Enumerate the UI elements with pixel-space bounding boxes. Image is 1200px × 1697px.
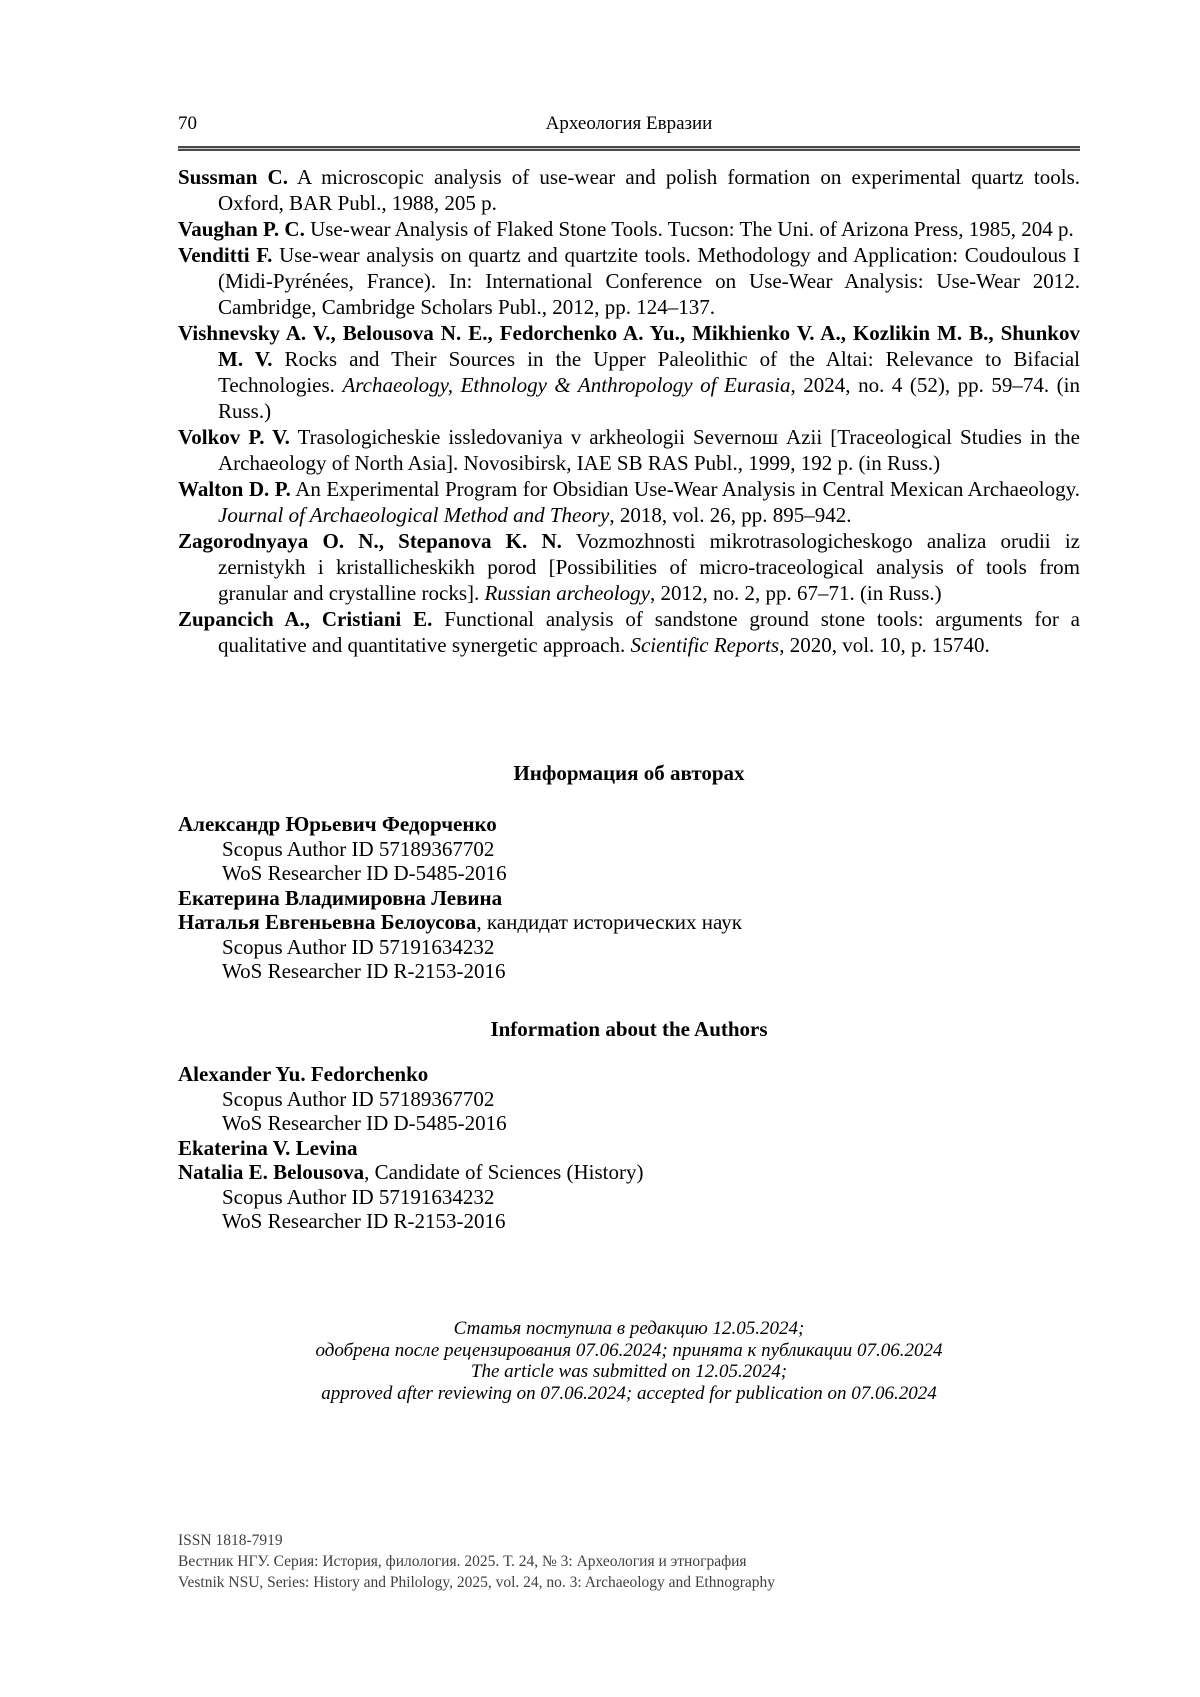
author-name: Natalia E. Belousova [178,1160,365,1184]
reference-item [178,164,1080,216]
author-wos-id: WoS Researcher ID R-2153-2016 [222,1209,506,1233]
reference-authors: Vishnevsky A. V., Belousova N. E., Fedorchenko A. Yu., Mikhienko V. A., Kozlikin M. B., Shunkov M. V. [178,321,1080,371]
reference-text: An Experimental Program for Obsidian Use-Wear Analysis in Central Mexican Archaeology. [290,477,1081,501]
date-line: approved after reviewing on 07.06.2024; accepted for publication on 07.06.2024 [321,1382,937,1404]
reference-text: Trasologicheskie issledovaniya v arkheologii Severnoш Azii [Traceological Studies in the Archaeology of North Asia]. Novosibirsk, IAE SB RAS Publ., 1999, 192 p. (in Russ.) [218,425,1081,475]
author-name: Александр Юрьевич Федорченко [178,812,497,836]
date-line: The article was submitted on 12.05.2024; [470,1361,788,1382]
author-scopus-id: Scopus Author ID 57191634232 [222,1184,495,1209]
journal-title: Archaeology, Ethnology & Anthropology of Eurasia [342,373,791,397]
reference-text: , 2012, no. 2, pp. 67–71. (in Russ.) [649,581,942,605]
reference-item [178,606,1080,658]
reference-item [178,528,1080,606]
reference-text: Functional analysis of sandstone ground stone tools: arguments for a qualitative and quantitative synergetic approach. [218,607,1080,657]
author-name: Alexander Yu. Fedorchenko [178,1062,429,1086]
authors-info-ru [178,812,1080,984]
reference-authors: Vaughan P. C. [178,217,305,241]
author-scopus-id: Scopus Author ID 57191634232 [222,934,495,959]
author-line [178,910,1080,935]
references-list [178,164,1080,658]
author-name: Екатерина Владимировна Левина [178,885,503,910]
author-name: Наталья Евгеньевна Белоусова [178,910,477,934]
author-scopus-id: Scopus Author ID 57189367702 [222,836,495,861]
reference-item [178,216,1080,242]
author-scopus-id: Scopus Author ID 57189367702 [222,1086,495,1111]
reference-authors: Walton D. P. [178,477,291,501]
reference-text: , 2024, no. 4 (52), pp. 59–74. (in Russ.) [218,373,1080,423]
footer-issn: ISSN 1818-7919 [178,1532,283,1549]
page-number: 70 [178,113,197,134]
reference-text: , 2018, vol. 26, pp. 895–942. [609,503,852,527]
author-degree: , кандидат исторических наук [476,910,742,934]
section-heading-authors-en: Information about the Authors [490,1017,768,1041]
author-wos-id: WoS Researcher ID D-5485-2016 [222,1111,507,1135]
journal-title: Scientific Reports [630,633,780,657]
reference-authors: Venditti F. [178,243,273,267]
reference-text: Vozmozhnosti mikrotrasologicheskogo analiza orudii iz zernistykh i kristallicheskikh porod [Possibilities of micro-traceological analysis of tools from granular and crystalline rocks]. [218,529,1080,605]
author-degree: , Candidate of Sciences (History) [364,1160,644,1184]
reference-authors: Volkov P. V. [178,425,290,449]
footer-journal-en: Vestnik NSU, Series: History and Philology, 2025, vol. 24, no. 3: Archaeology and Ethnography [178,1574,775,1591]
author-wos-id: WoS Researcher ID R-2153-2016 [222,959,506,983]
reference-text: , 2020, vol. 10, p. 15740. [779,633,990,657]
footer-journal-ru: Вестник НГУ. Серия: История, филология. 2025. Т. 24, № 3: Археология и этнография [178,1553,747,1570]
author-line [178,1160,1080,1185]
author-name: Ekaterina V. Levina [178,1135,358,1160]
reference-item [178,320,1080,424]
author-wos-id: WoS Researcher ID D-5485-2016 [222,861,507,885]
page-header [178,112,1080,136]
reference-authors: Sussman C. [178,165,288,189]
journal-title: Russian archeology [484,581,650,605]
reference-text: Rocks and Their Sources in the Upper Paleolithic of the Altai: Relevance to Bifacial Technologies. [218,347,1081,397]
section-heading-authors-ru: Информация об авторах [513,761,745,785]
authors-info-en [178,1062,1080,1234]
header-rule [178,146,1080,151]
date-line: Статья поступила в редакцию 12.05.2024; [453,1318,805,1339]
reference-authors: Zagorodnyaya O. N., Stepanova K. N. [178,529,562,553]
reference-text: Use-wear Analysis of Flaked Stone Tools. Tucson: The Uni. of Arizona Press, 1985, 204 p. [304,217,1074,241]
reference-text: A microscopic analysis of use-wear and polish formation on experimental quartz tools. Oxford, BAR Publ., 1988, 205 p. [218,165,1081,215]
journal-title: Journal of Archaeological Method and Theory [218,503,610,527]
reference-item [178,242,1080,320]
reference-authors: Zupancich A., Cristiani E. [178,607,433,631]
submission-dates [178,1318,1080,1404]
reference-item [178,476,1080,528]
reference-text: Use-wear analysis on quartz and quartzite tools. Methodology and Application: Coudoulous I (Midi-Pyrénées, France). In: International Conference on Use-Wear Analysis: Use-Wear 2012. Cambridge, Cambridge Scholars Publ., 2012, pp. 124–137. [218,243,1080,319]
running-title: Археология Евразии [545,113,713,134]
date-line: одобрена после рецензирования 07.06.2024; принята к публикации 07.06.2024 [315,1339,943,1361]
reference-item [178,424,1080,476]
page-footer [178,1530,1080,1593]
